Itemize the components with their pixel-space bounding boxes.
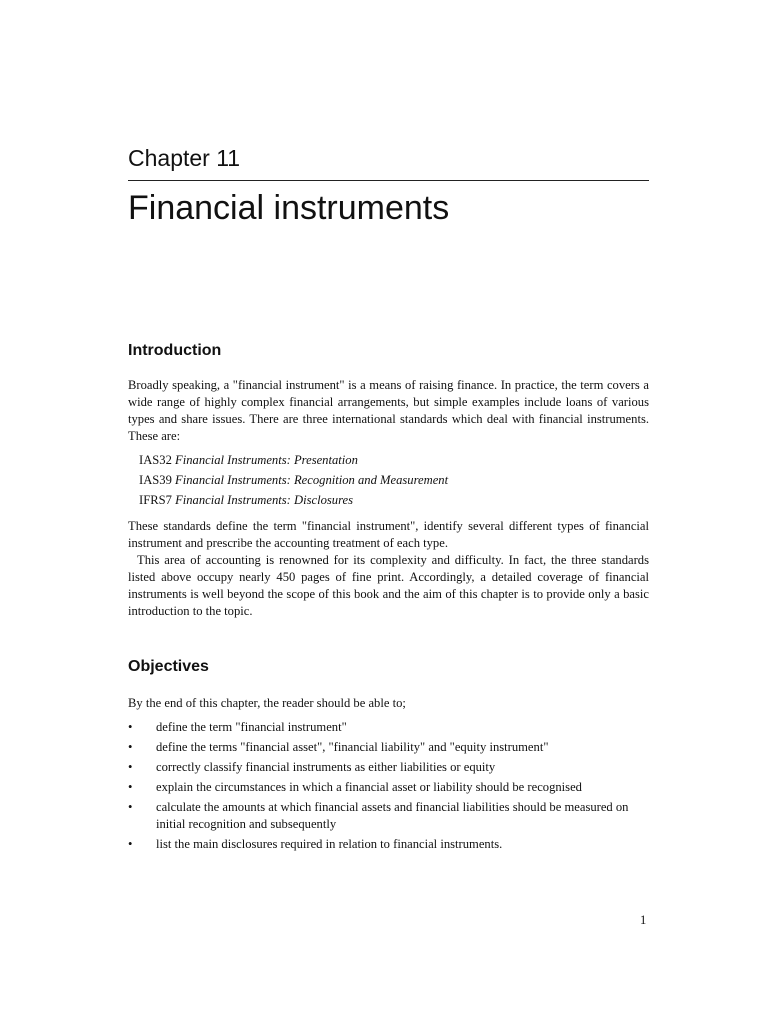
bullet: • bbox=[128, 760, 133, 774]
bullet: • bbox=[128, 720, 133, 734]
objectives-lead: By the end of this chapter, the reader should be able to; bbox=[128, 696, 406, 710]
introduction-paragraph-2: These standards define the term "financial instrument", identify several different types of financial instrument and prescribe the accounting treatment of each type. bbox=[128, 519, 649, 550]
bullet: • bbox=[128, 740, 133, 754]
list-item bbox=[128, 719, 649, 736]
chapter-rule bbox=[128, 180, 649, 181]
standard-item bbox=[139, 472, 448, 492]
standard-title: Financial Instruments: Recognition and Measurement bbox=[175, 473, 449, 487]
objective-text: explain the circumstances in which a financial asset or liability should be recognised bbox=[156, 780, 582, 794]
introduction-heading: Introduction bbox=[128, 342, 222, 359]
standard-item bbox=[139, 492, 448, 512]
standard-item bbox=[139, 452, 448, 472]
chapter-title: Financial instruments bbox=[128, 189, 450, 227]
standards-list bbox=[139, 452, 448, 512]
bullet: • bbox=[128, 780, 133, 794]
introduction-paragraph-1: Broadly speaking, a "financial instrument" is a means of raising finance. In practice, the term covers a wide range of highly complex financial arrangements, but simple examples include loans of various types and share issues. There are three international standards which deal with financial instruments. These are: bbox=[128, 378, 649, 443]
standard-code: IAS39 bbox=[139, 473, 172, 487]
objective-text: define the term "financial instrument" bbox=[156, 720, 347, 734]
list-item bbox=[128, 799, 649, 833]
bullet: • bbox=[128, 800, 133, 814]
standard-title: Financial Instruments: Disclosures bbox=[175, 493, 353, 507]
page-number: 1 bbox=[640, 913, 647, 927]
objectives-heading: Objectives bbox=[128, 658, 209, 675]
list-item bbox=[128, 779, 649, 796]
objective-text: list the main disclosures required in relation to financial instruments. bbox=[156, 837, 503, 851]
standard-title: Financial Instruments: Presentation bbox=[175, 453, 358, 467]
bullet: • bbox=[128, 837, 133, 851]
standard-code: IAS32 bbox=[139, 453, 172, 467]
list-item bbox=[128, 759, 649, 776]
objective-text: correctly classify financial instruments as either liabilities or equity bbox=[156, 760, 496, 774]
standard-code: IFRS7 bbox=[139, 493, 172, 507]
objectives-list bbox=[128, 719, 649, 856]
objective-text: calculate the amounts at which financial assets and financial liabilities should be measured on initial recognition and subsequently bbox=[156, 800, 629, 831]
list-item bbox=[128, 836, 649, 853]
objective-text: define the terms "financial asset", "financial liability" and "equity instrument" bbox=[156, 740, 549, 754]
introduction-paragraph-3: This area of accounting is renowned for its complexity and difficulty. In fact, the three standards listed above occupy nearly 450 pages of fine print. Accordingly, a detailed coverage of financial instruments is well beyond the scope of this book and the aim of this chapter is to provide only a basic introduction to the topic. bbox=[128, 553, 649, 618]
list-item bbox=[128, 739, 649, 756]
chapter-label: Chapter 11 bbox=[128, 145, 241, 171]
